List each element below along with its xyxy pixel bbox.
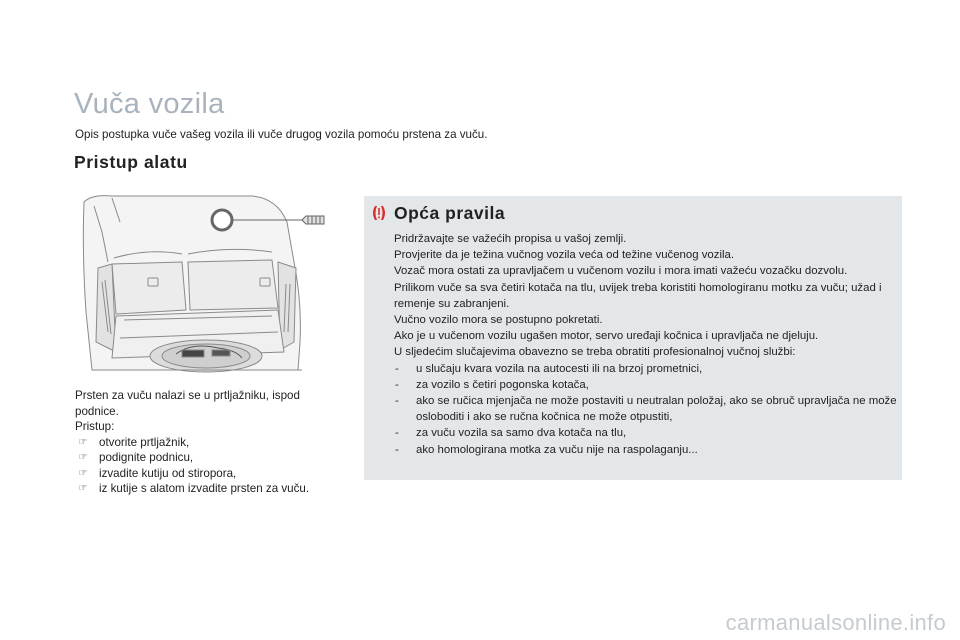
trunk-drawing [72,192,368,378]
list-item: ☞ otvorite prtljažnik, [75,435,345,451]
list-item: - ako homologirana motka za vuču nije na raspolaganju... [395,443,698,456]
tow-ring-location: Prsten za vuču nalazi se u prtljažniku, ispod podnice. [75,389,300,418]
rules-title: Opća pravila [394,203,506,223]
rules-body [394,231,899,458]
rule-paragraph: U sljedećim slučajevima obavezno se treba obratiti profesionalnoj vučnoj službi: [394,346,796,359]
arrow-bullet-icon: ☞ [78,467,88,479]
list-item: - za vozilo s četiri pogonska kotača, [395,378,589,391]
warning-icon [370,204,388,222]
access-label: Pristup: [75,420,115,433]
list-item: ☞ izvadite kutiju od stiropora, [75,466,345,482]
page-subtitle: Opis postupka vuče vašeg vozila ili vuče drugog vozila pomoću prstena za vuču. [75,128,488,141]
access-steps [75,435,345,497]
professional-service-cases [394,361,899,458]
list-item: ☞ iz kutije s alatom izvadite prsten za vuču. [75,481,345,497]
rule-paragraph: Vučno vozilo mora se postupno pokretati. [394,314,603,327]
arrow-bullet-icon: ☞ [78,436,88,448]
arrow-bullet-icon: ☞ [78,483,88,494]
general-rules-box [364,196,902,480]
rule-paragraph: Ako je u vučenom vozilu ugašen motor, servo uređaji kočnica i upravljača ne djeluju. [394,330,819,343]
rule-paragraph: Pridržavajte se važećih propisa u vašoj zemlji. [394,233,627,245]
section-title: Pristup alatu [74,152,188,172]
rule-paragraph: Provjerite da je težina vučnog vozila veća od težine vučenog vozila. [394,249,735,262]
rule-paragraph: Prilikom vuče sa sva četiri kotača na tlu, uvijek treba koristiti homologiranu motku za vuču; užad i remenje su zabranjeni. [394,281,882,310]
list-item: - za vuču vozila sa samo dva kotača na tlu, [395,427,627,440]
list-item: - ako se ručica mjenjača ne može postaviti u neutralan položaj, ako se obruč upravljača ne može osloboditi i ako se ručna kočnica ne može otpustiti, [395,395,897,424]
access-instructions [75,388,345,497]
list-item: ☞ podignite podnicu, [75,450,345,466]
watermark: carmanualsonline.info [725,610,946,635]
list-item: - u slučaju kvara vozila na autocesti ili na brzoj prometnici, [395,362,703,375]
arrow-bullet-icon: ☞ [78,452,88,463]
page-title: Vuča vozila [74,88,225,120]
rule-paragraph: Vozač mora ostati za upravljačem u vučenom vozilu i mora imati važeću vozačku dozvolu. [394,265,848,278]
car-trunk-illustration [72,192,368,378]
